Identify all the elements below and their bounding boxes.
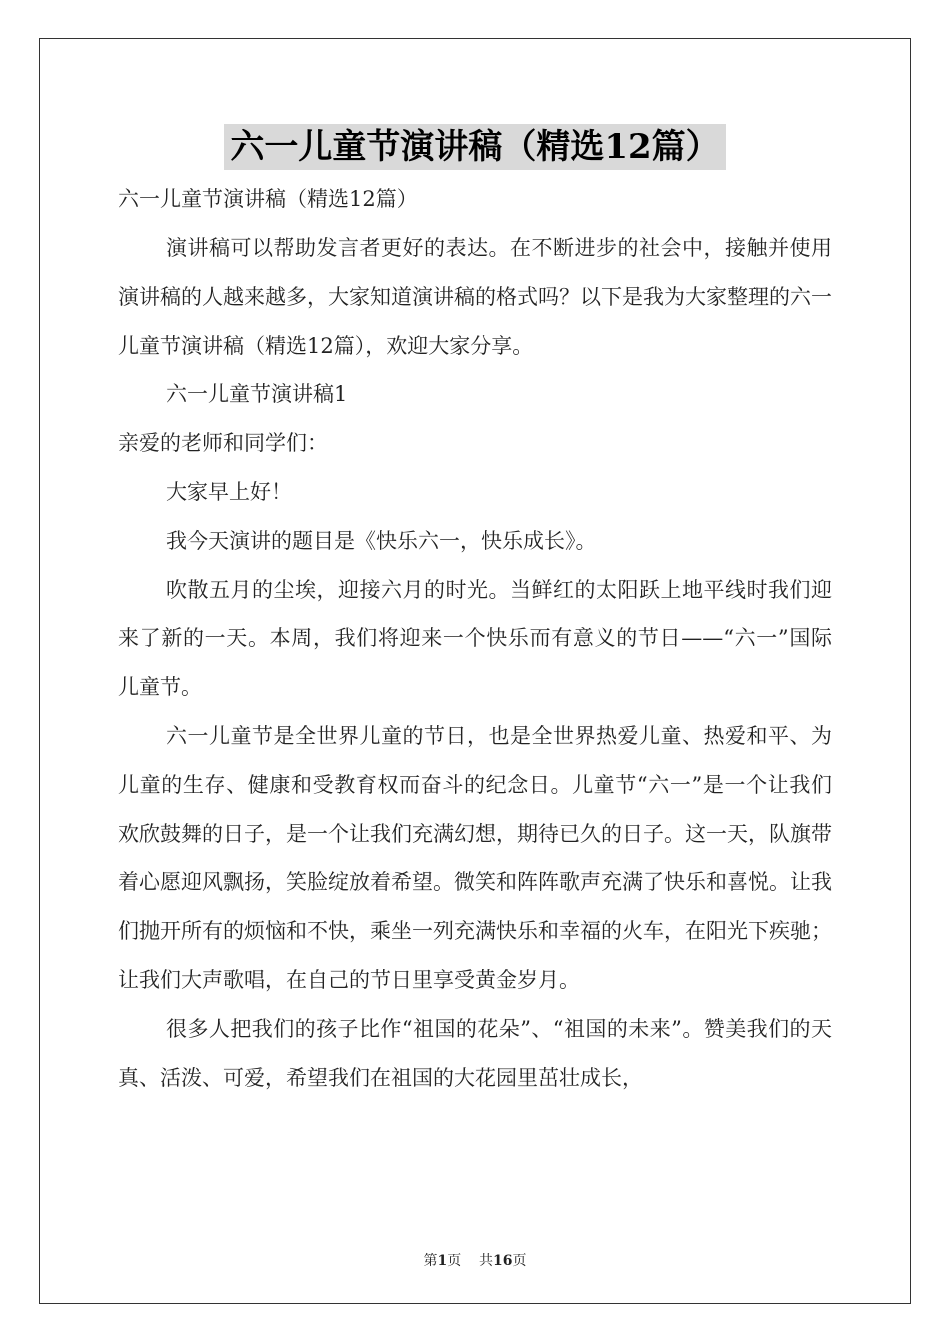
total-pages: 16	[493, 1253, 513, 1269]
page-suffix: 页	[447, 1253, 462, 1269]
paragraph-topic: 我今天演讲的题目是《快乐六一，快乐成长》。	[166, 528, 597, 553]
document-title-wrap	[0, 124, 950, 170]
paragraph-salutation: 亲爱的老师和同学们：	[118, 431, 328, 456]
paragraph-body: 吹散五月的尘埃，迎接六月的时光。当鲜红的太阳跃上地平线时我们迎来了新的一天。本周，我们将迎来一个快乐而有意义的节日——“六一”国际儿童节。	[118, 577, 832, 700]
page-number: 1	[437, 1253, 448, 1269]
paragraph-body: 很多人把我们的孩子比作“祖国的花朵”、“祖国的未来”。赞美我们的天真、活泼、可爱，希望我们在祖国的大花园里茁壮成长，	[118, 1016, 832, 1090]
document-title: 六一儿童节演讲稿（精选12篇）	[224, 124, 725, 170]
document-body	[118, 180, 832, 1102]
total-suffix: 页	[512, 1253, 527, 1269]
page-footer	[0, 1250, 950, 1270]
paragraph-body: 六一儿童节是全世界儿童的节日，也是全世界热爱儿童、热爱和平、为儿童的生存、健康和受教育权而奋斗的纪念日。儿童节“六一”是一个让我们欢欣鼓舞的日子，是一个让我们充满幻想，期待已久的日子。这一天，队旗带着心愿迎风飘扬，笑脸绽放着希望。微笑和阵阵歌声充满了快乐和喜悦。让我们抛开所有的烦恼和不快，乘坐一列充满快乐和幸福的火车，在阳光下疾驰；让我们大声歌唱，在自己的节日里享受黄金岁月。	[118, 723, 832, 992]
paragraph-greeting: 大家早上好！	[166, 479, 292, 504]
page-prefix: 第	[423, 1253, 438, 1269]
section-heading: 六一儿童节演讲稿1	[166, 382, 348, 407]
paragraph-intro: 演讲稿可以帮助发言者更好的表达。在不断进步的社会中，接触并使用演讲稿的人越来越多，大家知道演讲稿的格式吗？以下是我为大家整理的六一儿童节演讲稿（精选12篇），欢迎大家分享。	[118, 236, 832, 358]
document-subtitle: 六一儿童节演讲稿（精选12篇）	[118, 187, 418, 211]
total-prefix: 共	[479, 1253, 494, 1269]
